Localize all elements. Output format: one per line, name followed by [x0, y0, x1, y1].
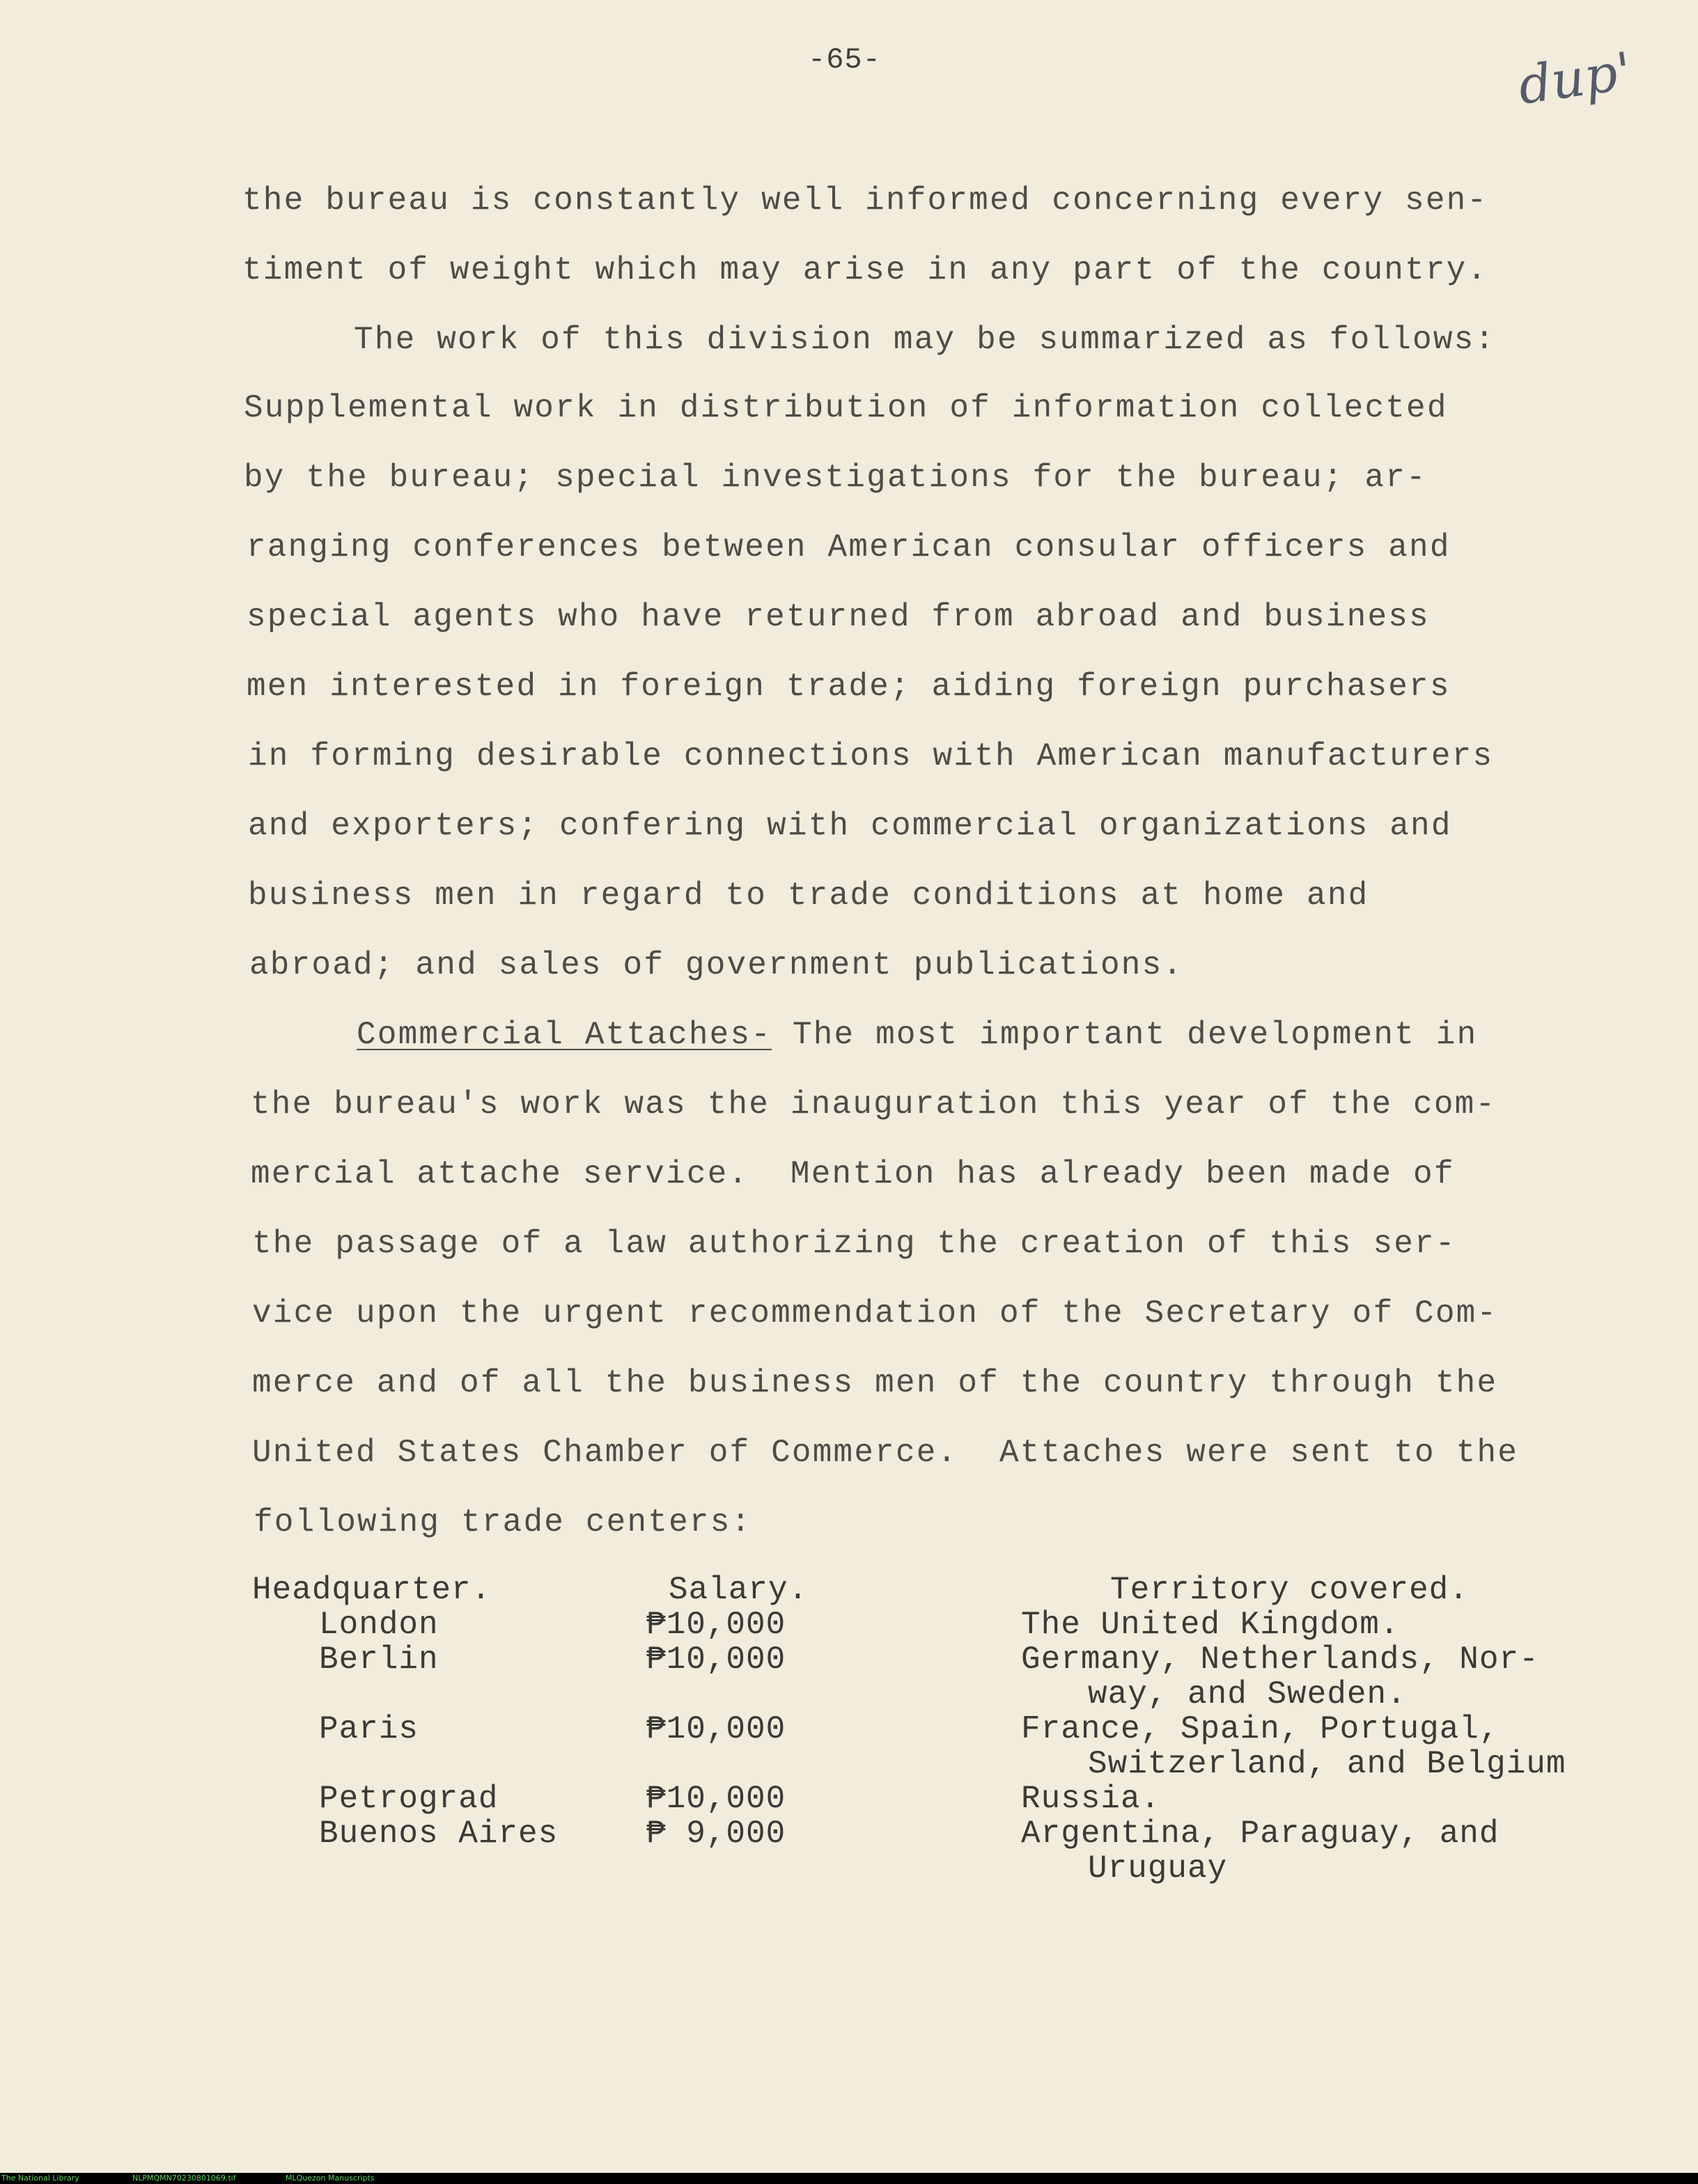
body-line: the bureau is constantly well informed concerning every sen- [242, 182, 1488, 219]
section-line: mercial attache service. Mention has already been made of [251, 1156, 1455, 1192]
table-cell-salary: ₱10,000 [646, 1641, 786, 1678]
footer-filename: NLPMQMN70230801069.tif [132, 2174, 236, 2183]
body-line: The work of this division may be summarized as follows: [354, 322, 1496, 358]
table-header-headquarter: Headquarter. [252, 1572, 492, 1608]
table-cell-city: Petrograd [319, 1781, 499, 1817]
table-cell-salary: ₱ 9,000 [646, 1816, 786, 1852]
table-cell-territory-cont: Switzerland, and Belgium [1088, 1746, 1566, 1782]
body-line: by the bureau; special investigations for the bureau; ar- [244, 460, 1427, 496]
table-cell-territory: France, Spain, Portugal, [1021, 1711, 1500, 1747]
body-line: in forming desirable connections with American manufacturers [248, 738, 1494, 774]
section-first-line [357, 1017, 1477, 1053]
table-cell-city: Buenos Aires [319, 1816, 559, 1852]
body-line: ranging conferences between American consular officers and [247, 529, 1451, 566]
table-cell-city: Paris [319, 1711, 419, 1747]
body-line: Supplemental work in distribution of information collected [244, 390, 1448, 426]
table-cell-city: Berlin [319, 1641, 439, 1678]
body-line: abroad; and sales of government publications. [249, 947, 1184, 983]
table-cell-salary: ₱10,000 [646, 1711, 786, 1747]
table-cell-territory: Germany, Netherlands, Nor- [1021, 1641, 1539, 1678]
table-cell-territory-cont: way, and Sweden. [1088, 1676, 1407, 1713]
page-number: -65- [808, 43, 881, 77]
body-line: timent of weight which may arise in any part of the country. [242, 252, 1488, 288]
section-line: merce and of all the business men of the country through the [252, 1365, 1498, 1401]
scan-footer [0, 2173, 1698, 2184]
handwritten-annotation: dup' [1514, 41, 1635, 116]
footer-collection: MLQuezon Manuscripts [286, 2174, 375, 2183]
body-line: men interested in foreign trade; aiding foreign purchasers [247, 669, 1451, 705]
section-line: vice upon the urgent recommendation of the Secretary of Com- [252, 1295, 1498, 1332]
table-cell-territory: Russia. [1021, 1781, 1161, 1817]
body-line: and exporters; confering with commercial organizations and [248, 808, 1452, 844]
section-line: the bureau's work was the inauguration this year of the com- [251, 1086, 1497, 1123]
body-line: business men in regard to trade conditions at home and [248, 878, 1369, 914]
table-cell-territory: The United Kingdom. [1021, 1607, 1400, 1643]
table-cell-city: London [319, 1607, 439, 1643]
footer-library: The National Library [1, 2174, 79, 2183]
section-first-line-text: The most important development in [772, 1017, 1478, 1053]
section-line: United States Chamber of Commerce. Attaches were sent to the [252, 1435, 1519, 1471]
table-cell-territory: Argentina, Paraguay, and [1021, 1816, 1500, 1852]
table-cell-salary: ₱10,000 [646, 1607, 786, 1643]
table-cell-salary: ₱10,000 [646, 1781, 786, 1817]
table-cell-territory-cont: Uruguay [1088, 1850, 1228, 1887]
table-header-territory: Territory covered. [1110, 1572, 1469, 1608]
table-header-salary: Salary. [669, 1572, 809, 1608]
section-heading: Commercial Attaches- [357, 1017, 772, 1053]
section-line: following trade centers: [254, 1504, 752, 1540]
section-line: the passage of a law authorizing the creation of this ser- [252, 1226, 1456, 1262]
body-line: special agents who have returned from abroad and business [247, 599, 1430, 635]
